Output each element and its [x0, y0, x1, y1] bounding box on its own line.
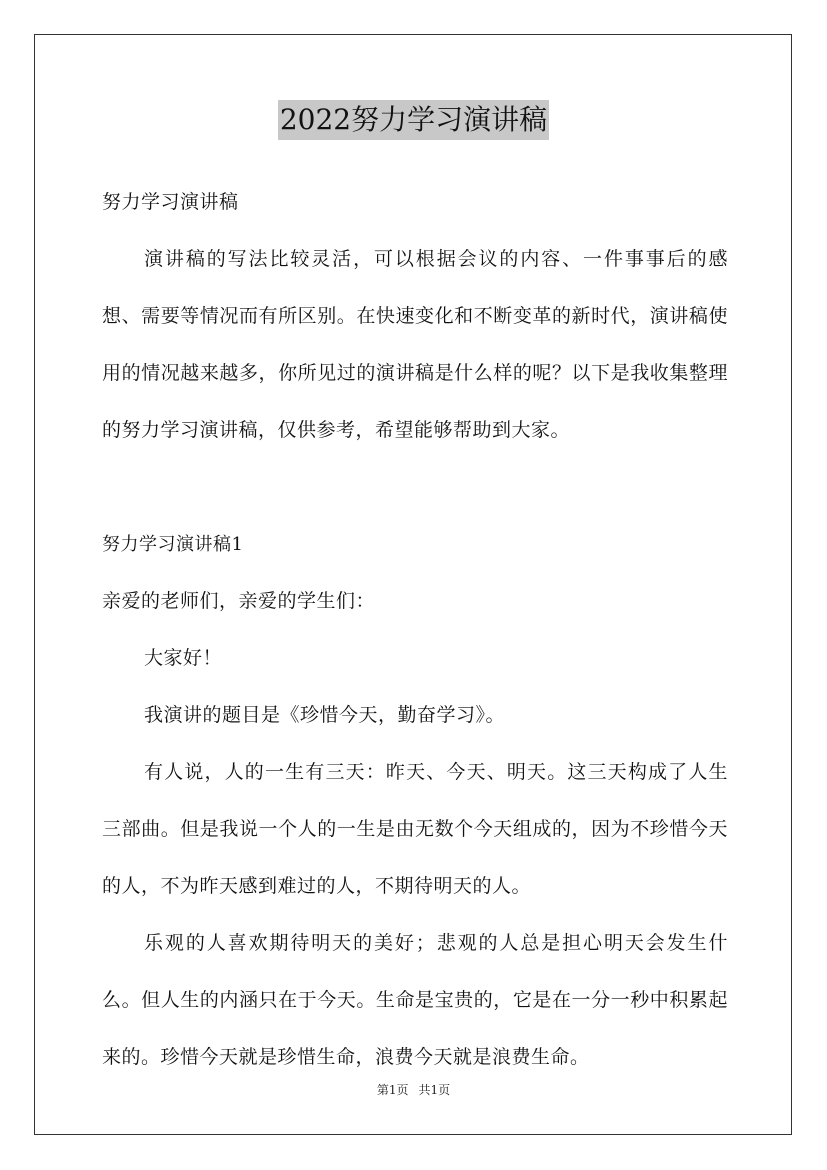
title-container: [0, 100, 827, 140]
page-total: 共1页: [418, 1083, 451, 1097]
section-title: 努力学习演讲稿1: [102, 534, 244, 555]
document-title: 2022努力学习演讲稿: [278, 100, 549, 140]
section-spacer: [102, 459, 728, 516]
greeting: 大家好！: [144, 647, 223, 669]
document-subtitle: 努力学习演讲稿: [102, 191, 239, 213]
page-number: 第1页: [376, 1083, 409, 1097]
speech-topic: 我演讲的题目是《珍惜今天，勤奋学习》。: [144, 704, 506, 726]
intro-paragraph: 演讲稿的写法比较灵活，可以根据会议的内容、一件事事后的感想、需要等情况而有所区别。在快速变化和不断变革的新时代，演讲稿使用的情况越来越多，你所见过的演讲稿是什么样的呢？以下是我收集整理的努力学习演讲稿，仅供参考，希望能够帮助到大家。: [102, 248, 728, 441]
document-body: [102, 174, 728, 1086]
salutation: 亲爱的老师们，亲爱的学生们：: [102, 590, 376, 612]
body-paragraph-2: 乐观的人喜欢期待明天的美好；悲观的人总是担心明天会发生什么。但人生的内涵只在于今天。生命是宝贵的，它是在一分一秒中积累起来的。珍惜今天就是珍惜生命，浪费今天就是浪费生命。: [102, 932, 728, 1068]
page-footer: [0, 1082, 827, 1098]
body-paragraph-1: 有人说，人的一生有三天：昨天、今天、明天。这三天构成了人生三部曲。但是我说一个人的一生是由无数个今天组成的，因为不珍惜今天的人，不为昨天感到难过的人，不期待明天的人。: [102, 761, 728, 897]
